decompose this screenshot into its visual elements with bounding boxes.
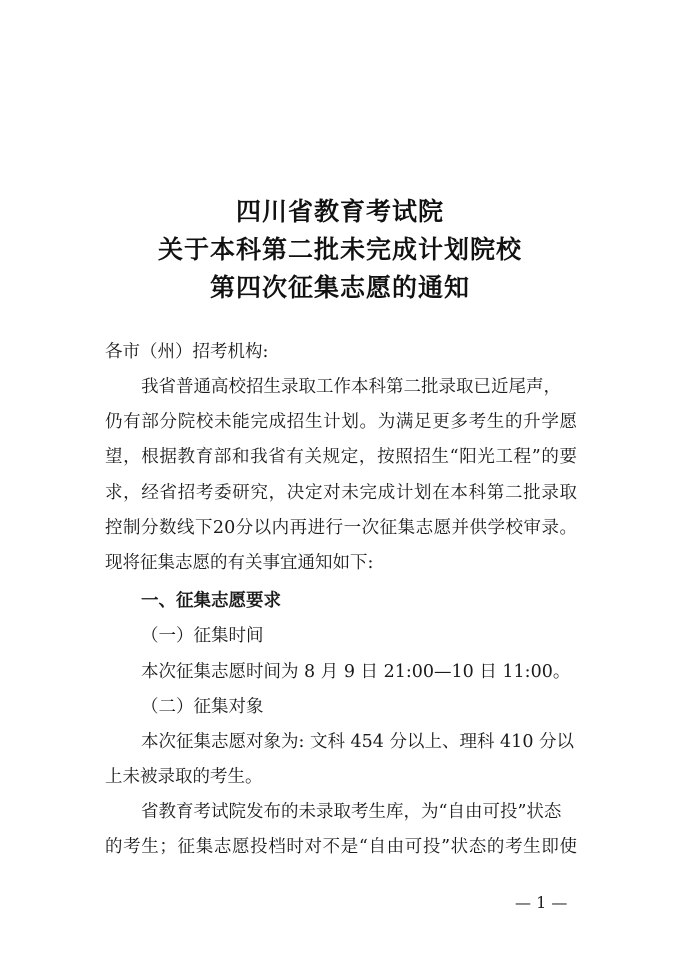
page-number: — 1 — (515, 893, 568, 912)
document-title-line-2: 关于本科第二批未完成计划院校 (157, 235, 522, 264)
paragraph-1-line-3: 望，根据教育部和我省有关规定，按照招生“阳光工程”的要 (105, 447, 577, 467)
subsection-1-heading: （一）征集时间 (141, 626, 264, 646)
document-title-line-3: 第四次征集志愿的通知 (209, 273, 470, 302)
paragraph-3-line-2: 的考生；征集志愿投档时对不是“自由可投”状态的考生即使 (105, 837, 577, 857)
subsection-2-text-line-2: 上未被录取的考生。 (105, 767, 263, 787)
document-title-line-1: 四川省教育考试院 (235, 197, 444, 226)
section-1-heading: 一、征集志愿要求 (141, 591, 281, 611)
subsection-2-text-line-1: 本次征集志愿对象为: 文科 454 分以上、理科 410 分以 (141, 732, 575, 752)
paragraph-1-line-5: 控制分数线下20分以内再进行一次征集志愿并供学校审录。 (105, 518, 577, 538)
paragraph-3-line-1: 省教育考试院发布的未录取考生库，为“自由可投”状态 (141, 802, 562, 822)
paragraph-1-line-2: 仍有部分院校未能完成招生计划。为满足更多考生的升学愿 (105, 412, 577, 432)
paragraph-1-line-1: 我省普通高校招生录取工作本科第二批录取已近尾声， (141, 377, 561, 397)
salutation: 各市（州）招考机构: (105, 342, 269, 362)
paragraph-1-line-4: 求，经省招考委研究，决定对未完成计划在本科第二批录取 (105, 483, 577, 503)
subsection-1-text: 本次征集志愿时间为 8 月 9 日 21:00—10 日 11:00。 (141, 662, 571, 682)
paragraph-1-line-6: 现将征集志愿的有关事宜通知如下: (105, 553, 374, 573)
subsection-2-heading: （二）征集对象 (141, 697, 264, 717)
